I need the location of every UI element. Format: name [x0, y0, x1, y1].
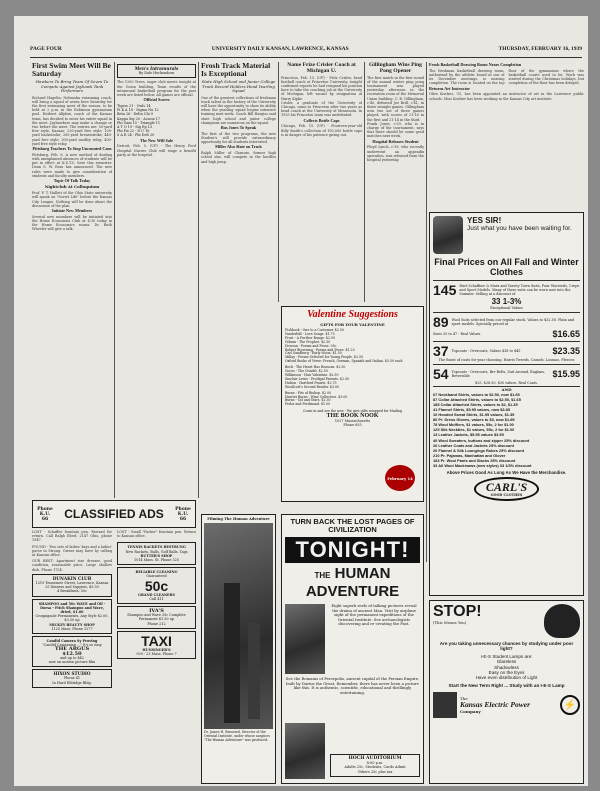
taxi-phone: 939 - 23 Mass. Phone 7	[136, 652, 177, 657]
will-sale-headline: The New Will Sale	[140, 137, 173, 143]
adventure-body1: Eight superb reels of talking pictures reveal the drama of ancient Man. Visit by airplane sight of the permanent expeditions of the Oriental Institute. See archaeologists discovering and re-creating the Past.	[331, 603, 417, 627]
stop-item: Have even distribution of Light	[475, 675, 538, 681]
deal3-count: 37	[433, 343, 449, 359]
talk-headline: Topic Of Talk Today	[53, 177, 91, 183]
book-item: Sinclair Lewis - Prodigal Parents. $2.50	[285, 376, 350, 381]
pittsburg-body: Pittsburg, Feb. 6. A new method of dealing with unexplained absences of students will be put in effect at K.S.T.C. here this semester. Dean S. W. Ross has announced. The new rules were made to give consideration of students and faculty members.	[32, 152, 112, 178]
book-item: Wilkinson - Hair Valentine. $2.50	[285, 372, 339, 377]
carls-item: 80 Pr. Dress Gloves, values to $3, now $1.85	[433, 417, 515, 422]
bus-jones-headline: Bus Jones To Speak	[220, 124, 257, 130]
crisler-headline: Name Frize Crisler Coach at Michigan U.	[287, 62, 356, 74]
score-row: S A E 24 - Phi Delt 20	[117, 133, 155, 138]
column-rule	[114, 62, 115, 498]
ping-pong-body-2: Frank Jones, c'39, who is in charge of the tournament, says that there should be some good matches next week.	[367, 121, 424, 139]
deal4-sub: $25, $28.50, $30 values. Real Coats.	[475, 381, 538, 385]
venue-price: Adults 25c, Students, Cards Admit	[344, 765, 406, 770]
book-item: Robert Browning - Poems and Prose. $1.25	[285, 347, 355, 352]
company-name: Kansas Electric Power	[460, 700, 531, 710]
deal1-discount: 33 1-3%	[491, 297, 522, 306]
hixon-address: In Hurd Eldridge Bldg.	[52, 680, 92, 685]
dunakin-ad	[32, 574, 112, 597]
classified-title: CLASSIFIED ADS	[64, 507, 164, 521]
crisler-body-2: Crisler, a graduate of the University of Chicago, came to Princeton after two years as head coach at the University of Minnesota. In 1935 his Princeton team was undefeated.	[281, 100, 362, 118]
column-crisler	[281, 62, 362, 302]
book-item: Vanderbilt - Love Songs. $1.75	[285, 331, 335, 336]
book-item: Frost - A Further Range. $2.50	[285, 335, 336, 340]
book-item: Burns - Fits of Bishop. $2.00	[285, 390, 332, 395]
company-the: The	[460, 696, 468, 702]
tennis-shop: RUTTER'S SHOP	[140, 553, 173, 558]
carls-name: CARL'S	[485, 480, 528, 494]
venue-box	[330, 754, 420, 777]
tennis-phone: 1014 Mass. St. Phone 325	[134, 558, 179, 563]
carls-item: 41 Flannel Shirts, $5.95 values, now $3.85	[433, 407, 510, 412]
beauty-shop-phone: 1125 Mass. Phone 1277	[51, 626, 93, 631]
column-rule	[198, 62, 199, 498]
film-caption: Dr. James H. Breasted, Director of the Oriental Institute, under whose auspices "The Human Adventure" was produced.	[204, 730, 270, 742]
salesman-drawing	[433, 216, 463, 254]
adventure-adventure: ADVENTURE	[305, 583, 400, 600]
bus-jones-body: The first of the two programs, the new Student's will provide extraordinary opportunity for all students interested.	[201, 131, 276, 145]
taxi-title: TAXI	[141, 632, 172, 649]
beauty-shop-name: MICKEY BEAUTY SHOP	[49, 622, 95, 627]
hixon-name: HIXON STUDIO	[53, 671, 91, 677]
adventure-title	[285, 566, 420, 600]
argus-note: now on motion picture film	[48, 660, 96, 665]
classified-phone-left: Phone K.U. 66	[37, 506, 53, 522]
initiate-headline: Initiate New Members	[51, 208, 92, 214]
ping-pong-body: The first match in the first round of the annual winter ping pong tournament was played yesterday afternoon in the recreation room of the Memorial Union building. C. B. Gillingham, c'40, defeated Joe Brill, c'41, in three straight games. Gillingham won two out of three games played, with scores of 21-16 in the first and 21-14 in the third.	[367, 75, 424, 122]
column-intramurals	[117, 62, 196, 498]
page-number: PAGE FOUR	[30, 46, 62, 52]
intramurals-title: Men's Intramurals	[134, 66, 179, 71]
film-photo	[204, 523, 273, 729]
dresser-ad: OUR BEST: Apartment size dresser, good condition, reasonable price, Large shallow dish. Phone 1754.	[32, 559, 112, 572]
book-item: Burns - Sol and Stars. $2.50	[285, 398, 331, 403]
company-block	[433, 692, 580, 718]
column-rule	[278, 62, 279, 302]
swim-subhead: Hawkers To Bring Team Of Seven To Compete Against Jayhawk Tank Performers	[35, 79, 109, 93]
carls-title: Final Prices on All Fall and Winter Clothes	[434, 257, 579, 277]
venue-time: 8:00 p.m.	[366, 761, 384, 766]
adventure-line1: TURN BACK THE LOST PAGES OF CIVILIZATION	[290, 517, 415, 534]
book-item: Gibran - The Prophet. $2.50	[285, 339, 331, 344]
carls-item: 185 Collar Attached Shirts, values to $2, $1.35	[433, 402, 518, 407]
paper-date: THURSDAY, FEBRUARY 16, 1939	[498, 46, 582, 52]
deal2-price-row	[433, 329, 580, 339]
valentine-title: Valentine Suggestions	[307, 309, 398, 320]
track-subhead: State High School and Junior College Track Record Holders Head Yearling Squad	[201, 79, 276, 93]
book-nook-address: 1027 Massachusetts	[334, 419, 371, 424]
ping-pong-headline: Gillingham Wins Ping Pong Opener	[369, 62, 422, 74]
carls-sign: Above Prices Good As Long As We Have the Merchandise.	[446, 470, 567, 475]
adventure-human: HUMAN	[334, 565, 391, 582]
bottle-caps-headline: Collects Bottle Caps	[303, 117, 340, 123]
deal-row-1	[433, 280, 580, 297]
carls-header-text	[467, 216, 572, 232]
score-row: Phi Gam 15 - Triangle 11	[117, 120, 161, 125]
sweaters-line: 40 Wool Sweaters, buttons and zipper 25% discount	[433, 438, 530, 443]
deal-row-3	[433, 341, 580, 358]
deal1-count: 145	[433, 282, 457, 298]
carls-logo	[433, 477, 580, 501]
carls-item: 78 Wool Mufflers, $1 values, 55c, 2 for $1.00	[433, 422, 514, 427]
art-headline: Returns Art Instructor	[429, 85, 470, 91]
carls-item: 13 Leather Jackets, $5.95 values $3.95	[433, 432, 504, 437]
will-sale-body: Detroit, Feb. 5. (UP) - The Henry Ford Hospital Nurses Club will stage a benefit party at the hospital.	[117, 144, 196, 157]
stop-item: Shadowless	[494, 664, 519, 670]
pajamas-line: 210 Pr. Pajamas, Manhattan and Glover	[433, 453, 506, 458]
stop-body1: Are you taking unnecessary chances by studying under poor light?	[439, 641, 574, 652]
deal3-text: Topcoats - Overcoats, Values $38 to $45	[451, 349, 521, 353]
book-item: Gocos - The Citadel. $2.50	[285, 369, 328, 374]
book-item: Woollcott's Second Reader. $3.00	[285, 384, 340, 389]
book-nook-name: THE BOOK NOOK	[326, 413, 379, 420]
carls-discount-items	[433, 438, 580, 468]
score-row: Phi Psi 22 - D U 16	[117, 129, 150, 134]
statue-silhouette	[224, 583, 240, 723]
company-suffix: Company	[460, 709, 481, 715]
basketball-headline: Frosh Basketball Drawing Room Nears Completion	[429, 62, 522, 67]
pittsburg-headline: Pittsburg Teachers To Stop Uncounted Cans	[32, 145, 112, 151]
taxi-ad	[117, 631, 196, 659]
bottle-caps-body: Chicago, Feb. 15. (UP) - Fourteen-year-old Billy Smith's collection of 150,000 bottle caps is in danger of his patience giving out.	[281, 124, 362, 137]
talk-subhead: Nightclub At Colloquium	[44, 183, 100, 189]
column-ping-pong	[367, 62, 424, 302]
policeman-drawing	[544, 604, 580, 638]
lightning-icon: ⚡	[560, 695, 580, 715]
adventure-body-row	[285, 604, 420, 674]
art-body: Olive Koelzer, '31, has been appointed an instructor of art in the Lawrence public schools. Miss Koelzer has been working in the Kansas City art institute.	[429, 92, 584, 101]
hospital-body: Floyd Lynch, c'39, who recently underwent an appendix operation, was released from the hospital yesterday.	[367, 145, 424, 162]
film-photo-block	[201, 514, 276, 784]
dunakin-name: DUNAKIN CLUB	[52, 575, 92, 581]
scores-list	[117, 104, 196, 138]
deal2-sub: Sizes 35 to 47 - Real Values	[433, 332, 481, 336]
carls-item: 87 Collar Attached Shirts, values to $2.50, $1.65	[433, 397, 521, 402]
book-item: Millay - Poems Selected for Young People. $2.50	[285, 355, 364, 360]
column-frosh-track	[201, 62, 276, 498]
basketball-body: The freshman basketball drawing room, authorized by the athletic board at one of its December meetings, is nearing completion. The room is located on the top floor of the gymnasium where the basketball courts used to be. Work was started during the Christmas holidays, but completion of the floor has been delayed.	[429, 68, 584, 86]
cleaning-price: 50c	[144, 577, 169, 594]
masthead	[30, 46, 582, 58]
swim-headline: First Swim Meet Will Be Saturday	[32, 62, 111, 78]
film-label: Filming The Human Adventure	[207, 517, 270, 521]
classified-right	[117, 530, 196, 784]
column-swim-meet	[32, 62, 112, 498]
ivas-phone: Phone 212	[147, 621, 166, 626]
book-item: Carl Sandburg - Early Moon. $1.50	[285, 351, 342, 356]
score-row: Beta 26 - Delta Chi 9	[117, 112, 153, 117]
book-item: Fishback - One to a Customer. $2.50	[285, 328, 344, 332]
deal3-sub: The finest of coats for your choosing. Harris Tweeds, Camels, Loomas, Fleeces	[438, 358, 575, 362]
dunakin-info: 25 Dinners and Suppers, $5.50	[45, 585, 99, 590]
intramurals-byline: By Dale Heckendorn	[138, 71, 175, 76]
cleaning-phone: Call 411	[149, 596, 164, 601]
robes-line: 20 Flannel & Silk Loungings Robes 25% discount	[433, 448, 525, 453]
argus-sub: and up to $42	[60, 655, 84, 660]
scores-title: Official Scores	[143, 97, 170, 103]
column-frosh-basketball	[429, 62, 584, 214]
deal2-text: Wool Suits selected from our regular stock. Values to $32.50. Plain and sport models. Specially priced at	[451, 318, 575, 326]
crisler-body: Princeton, Feb. 15. (UP) - Fritz Crisler, head football coach at Princeton University, tonight confirmed reports he had resigned his position here to take the coaching job at the University of Michigan, left vacant by resignation of Harry Kipke.	[281, 75, 362, 101]
dunakin-address: 1219 Tennessee Street, Lawrence, Kansas	[35, 581, 109, 586]
hixon-ad	[32, 669, 112, 688]
deal-row-4	[433, 364, 580, 381]
lost-parker-ad: LOST - Small "Parker" fountain pen. Return to Kansan office.	[117, 530, 196, 539]
score-row: Pi K A 18 - Sigma Nu 12	[117, 108, 159, 113]
column-rule	[426, 62, 427, 562]
deal-row-2	[433, 312, 580, 329]
book-item: Harriet Burns - Wine Collectors. $3.00	[285, 394, 348, 399]
venue-name: HOCH AUDITORIUM	[348, 755, 402, 761]
human-adventure-ad	[281, 514, 424, 784]
intramurals-body: The 1200 Trees, eager club meets tonight at the Union building. Team results of the intramural basketball program for the past week are listed below. All games are official.	[117, 80, 196, 98]
lamp-drawing	[433, 692, 457, 718]
column-silhouette	[248, 623, 260, 719]
heart-label: February 14	[387, 475, 413, 481]
stop-title: STOP!	[433, 603, 482, 620]
candid-sub: "Candid Cameraing ..." It's so easy	[42, 643, 102, 648]
book-item: Dowson - Poems and Prose. 95c	[285, 343, 337, 348]
tennis-ad	[117, 542, 196, 565]
score-row: Tigers 21 - Owls 14	[117, 104, 151, 109]
deal4-text: Topcoats - Overcoats, Brr Belts, Suit Around, Raglans, Reversible	[451, 370, 546, 378]
dunakin-breakfast: 4 Breakfasts, 50c	[57, 589, 87, 594]
carls-items	[433, 392, 580, 437]
cleaning-title: RELIABLE CLEANING	[135, 570, 178, 575]
stop-ad	[429, 600, 584, 784]
hospital-headline: Hospital Releases Student	[372, 138, 419, 144]
tonight-banner: TONIGHT!	[285, 537, 420, 563]
stop-header	[433, 604, 580, 638]
argus-price: $12.50	[62, 650, 82, 657]
carls-item: 10 Hooded Sweat Shirts, $1.95 values, $1.35	[433, 412, 515, 417]
venue-price2: Others 25c plus tax	[357, 769, 393, 774]
stop-item: Glareless	[496, 659, 517, 665]
deal2-price: $16.65	[552, 329, 580, 339]
stop-item: Easy on the Eyes	[488, 670, 525, 676]
stop-body3: Start the New Term Right ... Study with an I-E-S Lamp	[448, 682, 565, 688]
deal1-text: Hart Schaffner & Marx and Varsity Town Suits, Four Worsteds, Crepe and Sport Models. Many of these suits can be worn now into the Summer. Selling at a discount of	[459, 284, 580, 296]
miller-headline: Miller Also Slate on Track	[215, 144, 262, 150]
talk-body: Prof. F. T. Hallett of the Ohio State university will speak on "Soviet Life" before the Kansas City League. Nothing will be done about the discussion of the plan.	[32, 191, 112, 208]
intramurals-box	[117, 64, 196, 78]
carls-logo-oval	[474, 477, 539, 501]
stop-body2: I-E-S Student Lamps are:	[480, 653, 533, 659]
valentine-subtitle: GIFTS FOR YOUR VALENTINE	[320, 322, 385, 327]
coats-line: 26 Leather Coats and Jackets 25% discount	[433, 443, 514, 448]
stop-list	[433, 659, 580, 681]
book-item: Hulton - Hartford Prairie. $2.75	[285, 380, 337, 385]
mackinaws-line: 33 All Wool Mackinaws (new styles) 33 1/3% discount	[433, 463, 532, 468]
initiate-body: Several new members will be initiated into the Home Economics Club at 4:30 today in the Home Economics rooms. Dr. Ruth Wheeler will give a talk.	[32, 214, 112, 232]
adventure-body2: See the Remains of Persepolis, ancient capital of the Persian Empire, built by Darius the Great. Remember, there has never been a picture like this. It is authentic, scientific, educational and thrillingly entertaining.	[285, 676, 420, 695]
argus-ad	[32, 636, 112, 667]
cleaning-ad	[117, 567, 196, 604]
classified-header	[32, 500, 196, 528]
carls-header2: Just what you have been waiting for.	[467, 225, 572, 232]
hixon-phone: Phone 41	[63, 676, 81, 681]
track-headline: Frosh Track Material Is Exceptional	[201, 62, 271, 78]
permanents-line: Croquignole Permanents, Any Style $2.00, $3.50 up	[35, 614, 109, 623]
found-keys-ad: FOUND - Two sets of ladies' keys and a ladies' purse in Strong. Owner may have by calling at Kansan office.	[32, 544, 112, 558]
mickey-beauty-ad	[32, 599, 112, 634]
deal4-count: 54	[433, 366, 449, 382]
lost-pen-ad: LOST - Schaffer fountain pen. Reward for return. Call Ralph Eberl. 2147 Ohio, phone 1947.	[32, 530, 112, 543]
tennis-title: TENNIS RACKETS RESTRUNG	[127, 545, 186, 550]
swim-body: Richard Hagelin, Nebraska swimming coach, will bring a squad of seven here Saturday for the first swimming meet of the season, to be held at 2 p.m. in the Robinson gymnasium pool. Herbert Allphin, coach of the Kansas team, has decided to enter his entire squad in the meet. Jayhawkers may make a change or two before the meet. The entries are: 50-yard free style, Kansas; 220-yard free style; 100-yard backstroke; 200-yard breaststroke; 440-yard free style; 300-yard medley relay; 400-yard free style relay.	[32, 95, 112, 146]
carls-item: 67 Neckband Shirts, values to $2.50, now $1.65	[433, 392, 520, 397]
book-item: Fedor and Ferdinand. $1.00	[285, 402, 331, 407]
stop-title-block	[433, 604, 482, 625]
company-name-block	[460, 696, 557, 714]
carls-header	[433, 216, 580, 254]
valentine-list	[285, 329, 420, 407]
shampoo-line: SHAMPOO and 50c WAVE and Oil - Dorsa - Fitch Shampoo and Wave, dried, $1.00	[38, 601, 106, 615]
paper-title: UNIVERSITY DAILY KANSAN, LAWRENCE, KANSAS	[211, 46, 349, 52]
book-item: Beck - The Heart Has Reasons. $2.50	[285, 365, 346, 370]
carls-item: 125 Silk Neckties, $1 values, 55c, 2 for $1.00	[433, 427, 515, 432]
heart-icon	[385, 465, 415, 491]
miller-body: Ralph Miller of Chanute, former high school star, will compete in the hurdles and high jump.	[201, 151, 276, 164]
newspaper-page	[14, 16, 588, 786]
book-item: Oxford Books of Verse: French, German, Spanish and Italian. $3.50 each	[285, 359, 403, 364]
tennis-detail: New Rackets, Balls, Golf Balls, Tags	[125, 549, 188, 554]
valentine-ad	[281, 306, 424, 502]
valentine-note: Come in and see the new - We give gifts wrapped for Mailing	[303, 409, 402, 414]
sphinx-photo	[285, 604, 325, 674]
score-row: A T O 19 - Sig Ep 13	[117, 125, 153, 130]
carls-ad	[429, 212, 584, 596]
adventure-the: THE	[314, 571, 331, 580]
argus-name: THE ARGUS	[54, 646, 90, 653]
ivas-ad	[117, 606, 196, 629]
taxi-shop: HUNSINGER'S	[142, 647, 171, 652]
cleaning-sub: Guaranteed	[146, 574, 167, 579]
carls-sub: GOOD CLOTHES	[490, 493, 523, 497]
score-row: Kappa Sig 20 - Acacia 17	[117, 116, 161, 121]
candid-title: Candid Camera Sy Proving	[46, 639, 98, 644]
track-body: One of the greatest collections of freshman track talent in the history of the University will have the opportunity to show its ability when the yearling squad begins intensive training next week. Coach Bill Hargiss said state high school and junior college champions are numerous on the squad.	[201, 95, 276, 125]
classified-left	[32, 530, 112, 784]
classified-phone-right: Phone K.U. 66	[175, 506, 191, 522]
carls-yes-sir: YES SIR!	[467, 216, 502, 225]
stop-sub: (This Means You)	[433, 620, 467, 625]
deal1-sub: Exceptional Values	[490, 306, 523, 310]
deal2-count: 89	[433, 314, 449, 330]
column-rule	[364, 62, 365, 302]
deal3-price: $23.35	[552, 346, 580, 356]
book-nook-phone: Phone 655	[343, 423, 362, 428]
ivas-detail: Shampoo and Wave 35c Complete Permanent $1.50 up	[127, 613, 186, 622]
pants-line: 183 Pr. Wool Pants and Slacks 25% discount	[433, 458, 516, 463]
deal4-price: $15.95	[552, 369, 580, 379]
cleaning-shop: GRAND CLEANERS	[138, 592, 175, 597]
ivas-name: IVA'S	[149, 608, 164, 615]
breasted-photo	[285, 723, 325, 779]
and-divider: AND	[433, 386, 580, 392]
